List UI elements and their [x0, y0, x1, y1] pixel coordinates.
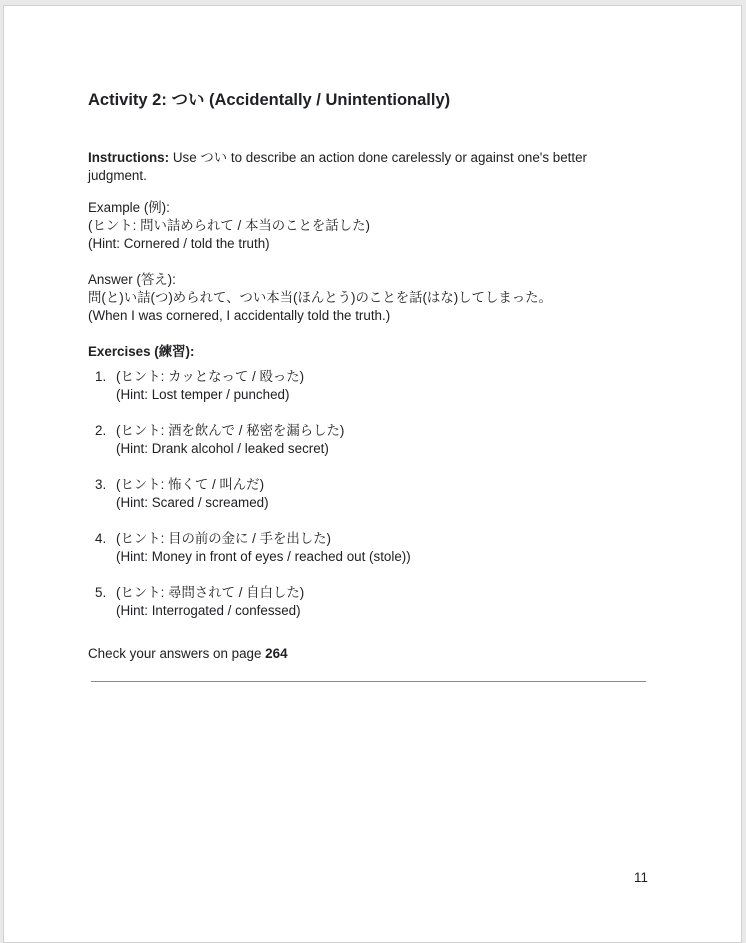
- check-page-number: 264: [265, 646, 288, 661]
- example-block: [88, 199, 370, 253]
- exercise-hint-jp: (ヒント: 目の前の金に / 手を出した): [116, 531, 331, 546]
- divider-line: [91, 681, 646, 682]
- instructions-text-cont: judgment.: [88, 168, 147, 183]
- example-hint-en: (Hint: Cornered / told the truth): [88, 236, 270, 251]
- exercise-item: [95, 368, 411, 422]
- instructions-label: Instructions:: [88, 150, 170, 165]
- exercise-item: [95, 584, 411, 638]
- exercise-item: [95, 530, 411, 584]
- example-label: Example (例):: [88, 200, 170, 215]
- exercise-hint-en: (Hint: Drank alcohol / leaked secret): [116, 441, 329, 456]
- answer-block: [88, 271, 552, 325]
- exercise-hint-jp: (ヒント: 酒を飲んで / 秘密を漏らした): [116, 423, 345, 438]
- check-text: Check your answers on page: [88, 646, 262, 661]
- instructions-text: Use つい to describe an action done carelessly or against one's better: [172, 150, 587, 165]
- exercise-list: [95, 368, 411, 638]
- exercise-hint-jp: (ヒント: 尋問されて / 自白した): [116, 585, 305, 600]
- page-number: 11: [634, 870, 648, 885]
- instructions: [88, 149, 608, 185]
- exercises-heading: [88, 343, 194, 361]
- exercise-number: 2.: [95, 423, 107, 438]
- exercise-hint-en: (Hint: Interrogated / confessed): [116, 603, 301, 618]
- exercise-item: [95, 476, 411, 530]
- exercise-item: [95, 422, 411, 476]
- exercise-number: 3.: [95, 477, 107, 492]
- exercises-label: Exercises (練習):: [88, 344, 195, 359]
- exercise-hint-jp: (ヒント: 怖くて / 叫んだ): [116, 477, 265, 492]
- answer-en: (When I was cornered, I accidentally told the truth.): [88, 308, 391, 323]
- exercise-hint-en: (Hint: Lost temper / punched): [116, 387, 290, 402]
- exercise-hint-jp: (ヒント: カッとなって / 殴った): [116, 369, 305, 384]
- answer-jp: 問(と)い詰(つ)められて、つい本当(ほんとう)のことを話(はな)してしまった。: [88, 290, 552, 305]
- exercise-hint-en: (Hint: Scared / screamed): [116, 495, 269, 510]
- activity-title: Activity 2: つい (Accidentally / Unintentionally): [88, 91, 451, 109]
- exercise-number: 1.: [95, 369, 107, 384]
- exercise-hint-en: (Hint: Money in front of eyes / reached out (stole)): [116, 549, 411, 564]
- check-answers: [88, 645, 288, 663]
- exercise-number: 4.: [95, 531, 107, 546]
- answer-label: Answer (答え):: [88, 272, 176, 287]
- example-hint-jp: (ヒント: 問い詰められて / 本当のことを話した): [88, 218, 370, 233]
- exercise-number: 5.: [95, 585, 107, 600]
